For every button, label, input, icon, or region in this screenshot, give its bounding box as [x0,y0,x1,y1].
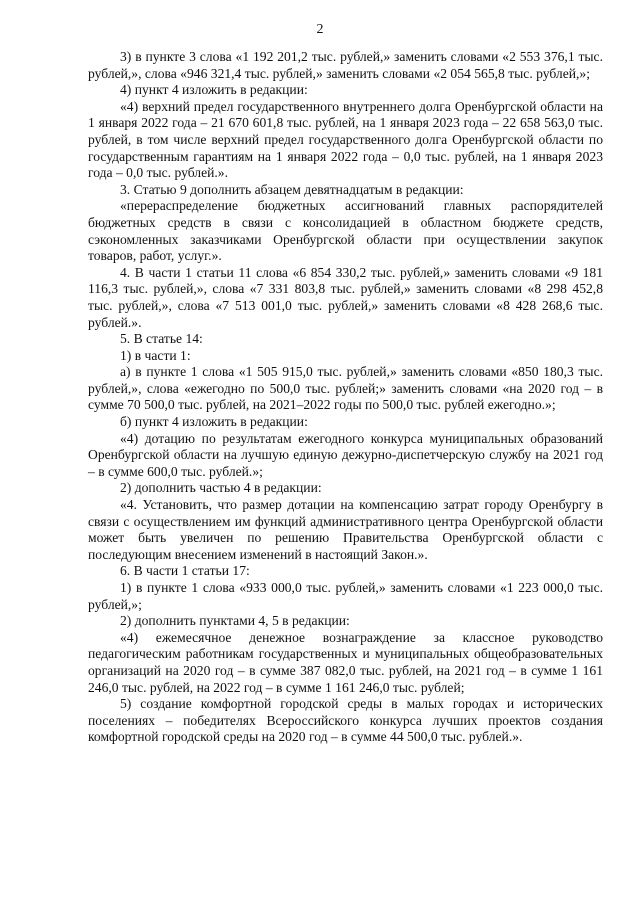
paragraph-3: «4) верхний предел государственного внутреннего долга Оренбургской области на 1 января 2022 года – 21 670 601,8 тыс. рублей, на 1 января 2023 года – 22 658 563,0 тыс. рублей, в том числе верхний предел государственного долга Оренбургской области по государственным гарантиям на 1 января 2022 года – 0,0 тыс. рублей, на 1 января 2023 года – 0,0 тыс. рублей.». [88,98,603,181]
paragraph-8: 1) в части 1: [120,347,191,363]
paragraph-18: 5) создание комфортной городской среды в малых городах и исторических поселениях – победителях Всероссийского конкурса лучших проектов создания комфортной городской среды на 2020 год – в сумме 44 500,0 тыс. рублей.». [88,696,603,745]
paragraph-14: 6. В части 1 статьи 17: [120,563,250,579]
paragraph-16: 2) дополнить пунктами 4, 5 в редакции: [120,613,350,629]
paragraph-13: «4. Установить, что размер дотации на компенсацию затрат городу Оренбургу в связи с осуществлением им функций административного центра Оренбургской области может быть увеличен по решению Правительства Оренбургской области с последующим внесением изменений в настоящий Закон.». [88,497,603,562]
paragraph-10: б) пункт 4 изложить в редакции: [120,414,308,430]
paragraph-7: 5. В статье 14: [120,331,203,347]
paragraph-5: «перераспределение бюджетных ассигнований главных распорядителей бюджетных средств в связи с консолидацией в областном бюджете средств, сэкономленных заказчиками Оренбургской области при осуществлении закупок товаров, работ, услуг.». [88,198,603,264]
paragraph-1: 3) в пункте 3 слова «1 192 201,2 тыс. рублей,» заменить словами «2 553 376,1 тыс. рублей,», слова «946 321,4 тыс. рублей,» заменить словами «2 054 565,8 тыс. рублей,»; [88,49,603,81]
paragraph-2: 4) пункт 4 изложить в редакции: [120,82,308,98]
paragraph-9: а) в пункте 1 слова «1 505 915,0 тыс. рублей,» заменить словами «850 180,3 тыс. рублей,», слова «ежегодно по 500,0 тыс. рублей;» заменить словами «на 2020 год – в сумме 70 500,0 тыс. рублей, на 2021–2022 годы по 500,0 тыс. рублей ежегодно.»; [88,364,603,413]
paragraph-6: 4. В части 1 статьи 11 слова «6 854 330,2 тыс. рублей,» заменить словами «9 181 116,3 тыс. рублей,», слова «7 331 803,8 тыс. рублей,» заменить словами «8 298 452,8 тыс. рублей,», слова «7 513 001,0 тыс. рублей,» заменить словами «8 428 268,6 тыс. рублей.». [88,264,603,330]
paragraph-4: 3. Статью 9 дополнить абзацем девятнадцатым в редакции: [120,181,464,197]
document-body [88,49,603,746]
page-number: 2 [316,22,324,37]
paragraph-17: «4) ежемесячное денежное вознаграждение за классное руководство педагогическим работникам государственных и муниципальных общеобразовательных организаций на 2020 год – в сумме 387 082,0 тыс. рублей, на 2021 год – в сумме 1 161 246,0 тыс. рублей, на 2022 год – в сумме 1 161 246,0 тыс. рублей; [88,629,603,695]
paragraph-15: 1) в пункте 1 слова «933 000,0 тыс. рублей,» заменить словами «1 223 000,0 тыс. рублей,»; [88,580,603,612]
paragraph-11: «4) дотацию по результатам ежегодного конкурса муниципальных образований Оренбургской области на лучшую единую дежурно-диспетчерскую службу на 2021 год – в сумме 600,0 тыс. рублей.»; [88,430,603,479]
paragraph-12: 2) дополнить частью 4 в редакции: [120,480,322,496]
